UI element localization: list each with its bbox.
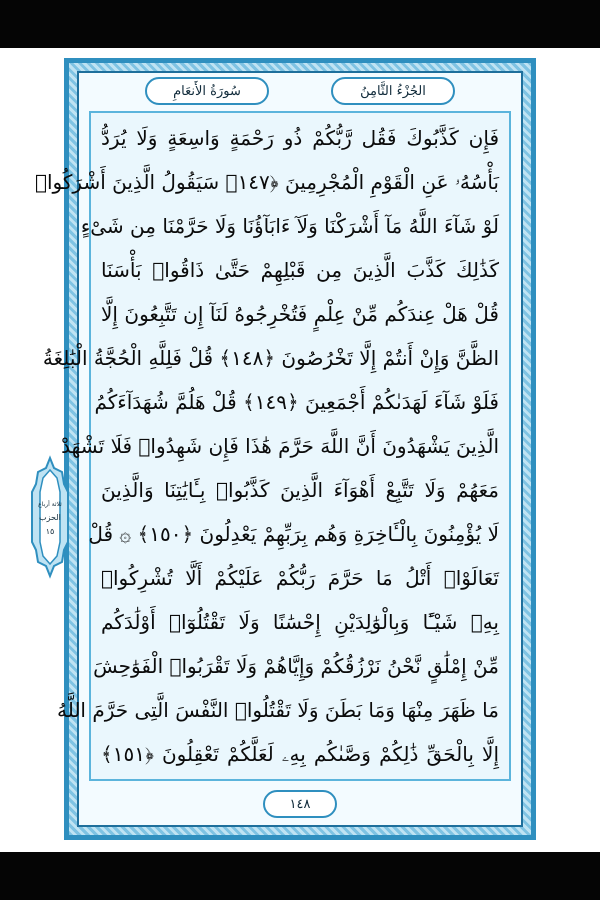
verse-line: مَعَهُمْ وَلَا تَتَّبِعْ أَهْوَآءَ الَّذِينَ كَذَّبُوا۟ بِـَٔايَٰتِنَا وَالَّذِينَ	[101, 478, 499, 502]
verse-line: بِهِۦ شَيْـًٔا وَبِالْوَٰلِدَيْنِ إِحْسَٰنًا وَلَا تَقْتُلُوٓا۟ أَوْلَٰدَكُم	[101, 610, 499, 634]
juz-label: الجُزْءُ الثَّامِنُ	[331, 77, 455, 105]
verse-line: الَّذِينَ يَشْهَدُونَ أَنَّ اللَّهَ حَرَّمَ هَٰذَا فَإِن شَهِدُوا۟ فَلَا تَشْهَدْ	[61, 434, 499, 458]
verse-line: لَا يُؤْمِنُونَ بِالْـَٔاخِرَةِ وَهُم بِرَبِّهِمْ يَعْدِلُونَ ﴿١٥٠﴾ ۞ قُلْ	[88, 522, 499, 546]
verse-line: مِّنْ إِمْلَٰقٍ نَّحْنُ نَرْزُقُكُمْ وَإِيَّاهُمْ وَلَا تَقْرَبُوا۟ الْفَوَٰحِشَ	[93, 654, 499, 678]
page-header	[79, 73, 521, 107]
hizb-marker-icon	[30, 458, 70, 576]
verse-line: فَلَوْ شَآءَ لَهَدَىٰكُمْ أَجْمَعِينَ ﴿١٤٩﴾ قُلْ هَلُمَّ شُهَدَآءَكُمُ	[94, 390, 499, 414]
surah-label: سُورَةُ الأَنعَامِ	[145, 77, 269, 105]
page-footer	[79, 789, 521, 819]
verse-line: فَإِن كَذَّبُوكَ فَقُل رَّبُّكُمْ ذُو رَحْمَةٍ وَاسِعَةٍ وَلَا يُرَدُّ	[101, 126, 499, 150]
page-number: ١٤٨	[263, 790, 337, 818]
verse-line: إِلَّا بِالْحَقِّ ذَٰلِكُمْ وَصَّىٰكُم بِهِۦ لَعَلَّكُمْ تَعْقِلُونَ ﴿١٥١﴾	[101, 742, 499, 766]
verse-line: تَعَالَوْا۟ أَتْلُ مَا حَرَّمَ رَبُّكُمْ عَلَيْكُمْ أَلَّا تُشْرِكُوا۟	[101, 566, 499, 590]
verse-line: قُلْ هَلْ عِندَكُم مِّنْ عِلْمٍ فَتُخْرِجُوهُ لَنَآ إِن تَتَّبِعُونَ إِلَّا	[101, 302, 499, 326]
verse-line: كَذَٰلِكَ كَذَّبَ الَّذِينَ مِن قَبْلِهِمْ حَتَّىٰ ذَاقُوا۟ بَأْسَنَا	[101, 258, 499, 282]
verse-line: الظَّنَّ وَإِنْ أَنتُمْ إِلَّا تَخْرُصُونَ ﴿١٤٨﴾ قُلْ فَلِلَّهِ الْحُجَّةُ الْبَٰلِغَةُ	[42, 346, 499, 370]
verse-line: مَا ظَهَرَ مِنْهَا وَمَا بَطَنَ وَلَا تَقْتُلُوا۟ النَّفْسَ الَّتِى حَرَّمَ اللَّهُ	[56, 698, 499, 722]
top-black-bar	[0, 0, 600, 48]
hizb-marker-line1: ثلاثة أرباع	[38, 501, 62, 508]
hizb-marker-line3: ١٥	[45, 527, 55, 536]
bottom-black-bar	[0, 852, 600, 900]
verse-line: بَأْسُهُۥ عَنِ الْقَوْمِ الْمُجْرِمِينَ ﴿١٤٧﴾ سَيَقُولُ الَّذِينَ أَشْرَكُوا۟	[35, 170, 499, 194]
hizb-marker-line2: الحزب	[39, 513, 61, 522]
verse-line: لَوْ شَآءَ اللَّهُ مَآ أَشْرَكْنَا وَلَآ ءَابَآؤُنَا وَلَا حَرَّمْنَا مِن شَىْءٍ	[80, 214, 499, 238]
